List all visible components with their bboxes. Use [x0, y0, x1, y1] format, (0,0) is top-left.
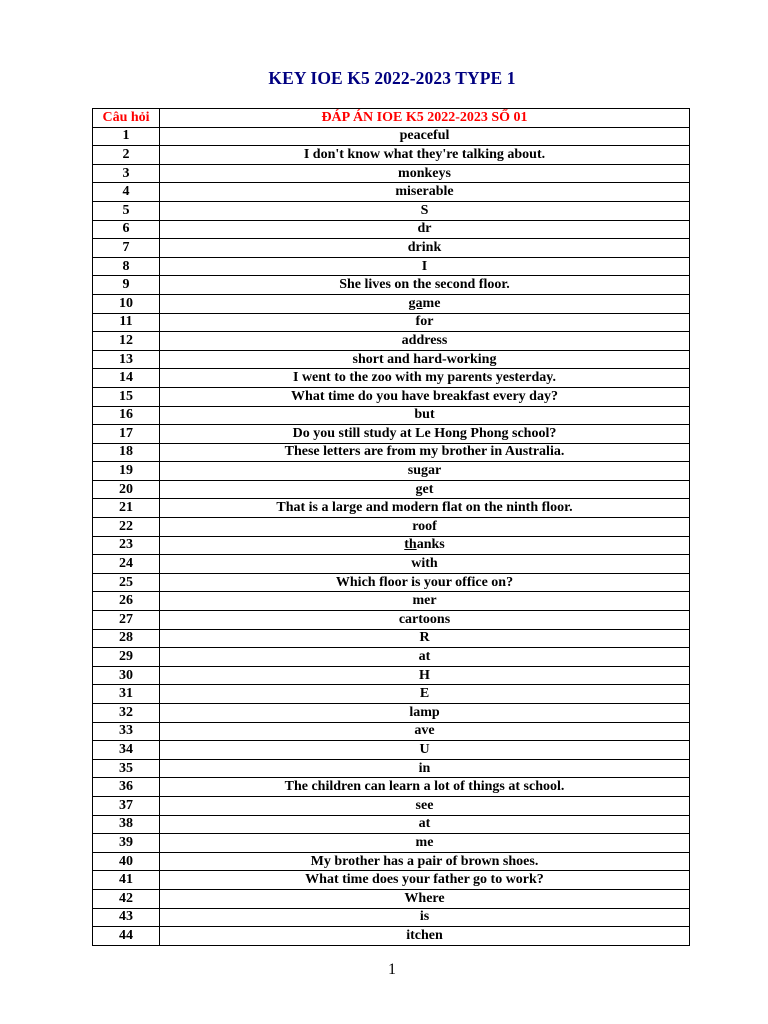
answer-cell: at: [160, 648, 690, 667]
question-number: 15: [93, 387, 160, 406]
question-number: 31: [93, 685, 160, 704]
table-row: [93, 201, 690, 220]
question-number: 1: [93, 127, 160, 146]
question-number: 10: [93, 294, 160, 313]
answer-cell: dr: [160, 220, 690, 239]
table-row: [93, 927, 690, 946]
question-number: 16: [93, 406, 160, 425]
table-row: [93, 852, 690, 871]
answer-cell: get: [160, 480, 690, 499]
answer-cell: lamp: [160, 704, 690, 723]
table-row: [93, 239, 690, 258]
answer-cell: mer: [160, 592, 690, 611]
table-row: [93, 573, 690, 592]
table-row: [93, 462, 690, 481]
answer-cell: at: [160, 815, 690, 834]
answer-cell: Which floor is your office on?: [160, 573, 690, 592]
answer-cell: but: [160, 406, 690, 425]
answer-cell: roof: [160, 518, 690, 537]
question-number: 9: [93, 276, 160, 295]
table-row: [93, 536, 690, 555]
table-row: [93, 369, 690, 388]
table-row: [93, 796, 690, 815]
question-number: 30: [93, 666, 160, 685]
answer-rest: anks: [416, 537, 445, 553]
table-row: [93, 127, 690, 146]
answer-cell: ave: [160, 722, 690, 741]
table-row: [93, 555, 690, 574]
document-title: KEY IOE K5 2022-2023 TYPE 1: [268, 68, 516, 88]
answer-cell: for: [160, 313, 690, 332]
table-row: [93, 648, 690, 667]
question-number: 39: [93, 834, 160, 853]
question-number: 41: [93, 871, 160, 890]
answer-cell: My brother has a pair of brown shoes.: [160, 852, 690, 871]
table-row: [93, 518, 690, 537]
question-number: 37: [93, 796, 160, 815]
answer-cell: peaceful: [160, 127, 690, 146]
question-number: 44: [93, 927, 160, 946]
question-number: 32: [93, 704, 160, 723]
question-number: 18: [93, 443, 160, 462]
table-row: [93, 908, 690, 927]
question-number: 20: [93, 480, 160, 499]
table-row: [93, 759, 690, 778]
answer-cell: These letters are from my brother in Australia.: [160, 443, 690, 462]
answer-cell: [160, 536, 690, 555]
answer-cell: She lives on the second floor.: [160, 276, 690, 295]
answer-cell: The children can learn a lot of things at school.: [160, 778, 690, 797]
question-number: 14: [93, 369, 160, 388]
header-question: Câu hỏi: [93, 109, 160, 128]
question-number: 34: [93, 741, 160, 760]
table-row: [93, 480, 690, 499]
question-number: 29: [93, 648, 160, 667]
answer-cell: sugar: [160, 462, 690, 481]
question-number: 42: [93, 889, 160, 908]
answer-cell: is: [160, 908, 690, 927]
table-row: [93, 685, 690, 704]
answer-cell: U: [160, 741, 690, 760]
table-header-row: [93, 109, 690, 128]
question-number: 22: [93, 518, 160, 537]
answer-cell: miserable: [160, 183, 690, 202]
table-row: [93, 704, 690, 723]
table-row: [93, 592, 690, 611]
question-number: 4: [93, 183, 160, 202]
question-number: 17: [93, 425, 160, 444]
header-answer: ĐÁP ÁN IOE K5 2022-2023 SỐ 01: [160, 109, 690, 128]
table-row: [93, 741, 690, 760]
table-row: [93, 146, 690, 165]
table-row: [93, 722, 690, 741]
answer-cell: I don't know what they're talking about.: [160, 146, 690, 165]
table-row: [93, 443, 690, 462]
answer-cell: H: [160, 666, 690, 685]
answer-cell: E: [160, 685, 690, 704]
underlined-letters: ga: [408, 295, 423, 311]
question-number: 43: [93, 908, 160, 927]
table-row: [93, 164, 690, 183]
table-row: [93, 406, 690, 425]
table-body: [93, 127, 690, 945]
question-number: 5: [93, 201, 160, 220]
answer-cell: Do you still study at Le Hong Phong school?: [160, 425, 690, 444]
question-number: 28: [93, 629, 160, 648]
table-row: [93, 313, 690, 332]
table-row: [93, 220, 690, 239]
question-number: 8: [93, 257, 160, 276]
question-number: 13: [93, 350, 160, 369]
table-row: [93, 276, 690, 295]
table-row: [93, 183, 690, 202]
table-row: [93, 257, 690, 276]
question-number: 26: [93, 592, 160, 611]
table-row: [93, 294, 690, 313]
answer-cell: R: [160, 629, 690, 648]
table-row: [93, 611, 690, 630]
answer-cell: short and hard-working: [160, 350, 690, 369]
question-number: 21: [93, 499, 160, 518]
question-number: 38: [93, 815, 160, 834]
answer-cell: What time do you have breakfast every day?: [160, 387, 690, 406]
table-row: [93, 387, 690, 406]
table-row: [93, 889, 690, 908]
answer-cell: S: [160, 201, 690, 220]
answer-cell: I: [160, 257, 690, 276]
underlined-letters: th: [404, 537, 417, 553]
table-row: [93, 666, 690, 685]
table-row: [93, 815, 690, 834]
question-number: 11: [93, 313, 160, 332]
answer-cell: I went to the zoo with my parents yesterday.: [160, 369, 690, 388]
question-number: 19: [93, 462, 160, 481]
table-row: [93, 834, 690, 853]
question-number: 7: [93, 239, 160, 258]
question-number: 12: [93, 332, 160, 351]
answer-cell: me: [160, 834, 690, 853]
question-number: 2: [93, 146, 160, 165]
table-row: [93, 425, 690, 444]
answer-cell: drink: [160, 239, 690, 258]
answer-cell: address: [160, 332, 690, 351]
table-row: [93, 332, 690, 351]
question-number: 35: [93, 759, 160, 778]
answer-cell: see: [160, 796, 690, 815]
answer-cell: That is a large and modern flat on the ninth floor.: [160, 499, 690, 518]
question-number: 6: [93, 220, 160, 239]
page-number: 1: [388, 961, 396, 978]
answer-cell: Where: [160, 889, 690, 908]
question-number: 3: [93, 164, 160, 183]
answer-key-table: [92, 108, 690, 946]
answer-cell: cartoons: [160, 611, 690, 630]
question-number: 25: [93, 573, 160, 592]
table-row: [93, 350, 690, 369]
table-row: [93, 629, 690, 648]
table-row: [93, 778, 690, 797]
table-row: [93, 871, 690, 890]
answer-cell: monkeys: [160, 164, 690, 183]
answer-cell: with: [160, 555, 690, 574]
answer-rest: me: [422, 295, 441, 311]
answer-cell: [160, 294, 690, 313]
answer-cell: in: [160, 759, 690, 778]
question-number: 40: [93, 852, 160, 871]
question-number: 27: [93, 611, 160, 630]
question-number: 23: [93, 536, 160, 555]
answer-cell: What time does your father go to work?: [160, 871, 690, 890]
question-number: 24: [93, 555, 160, 574]
question-number: 36: [93, 778, 160, 797]
answer-cell: itchen: [160, 927, 690, 946]
question-number: 33: [93, 722, 160, 741]
table-row: [93, 499, 690, 518]
